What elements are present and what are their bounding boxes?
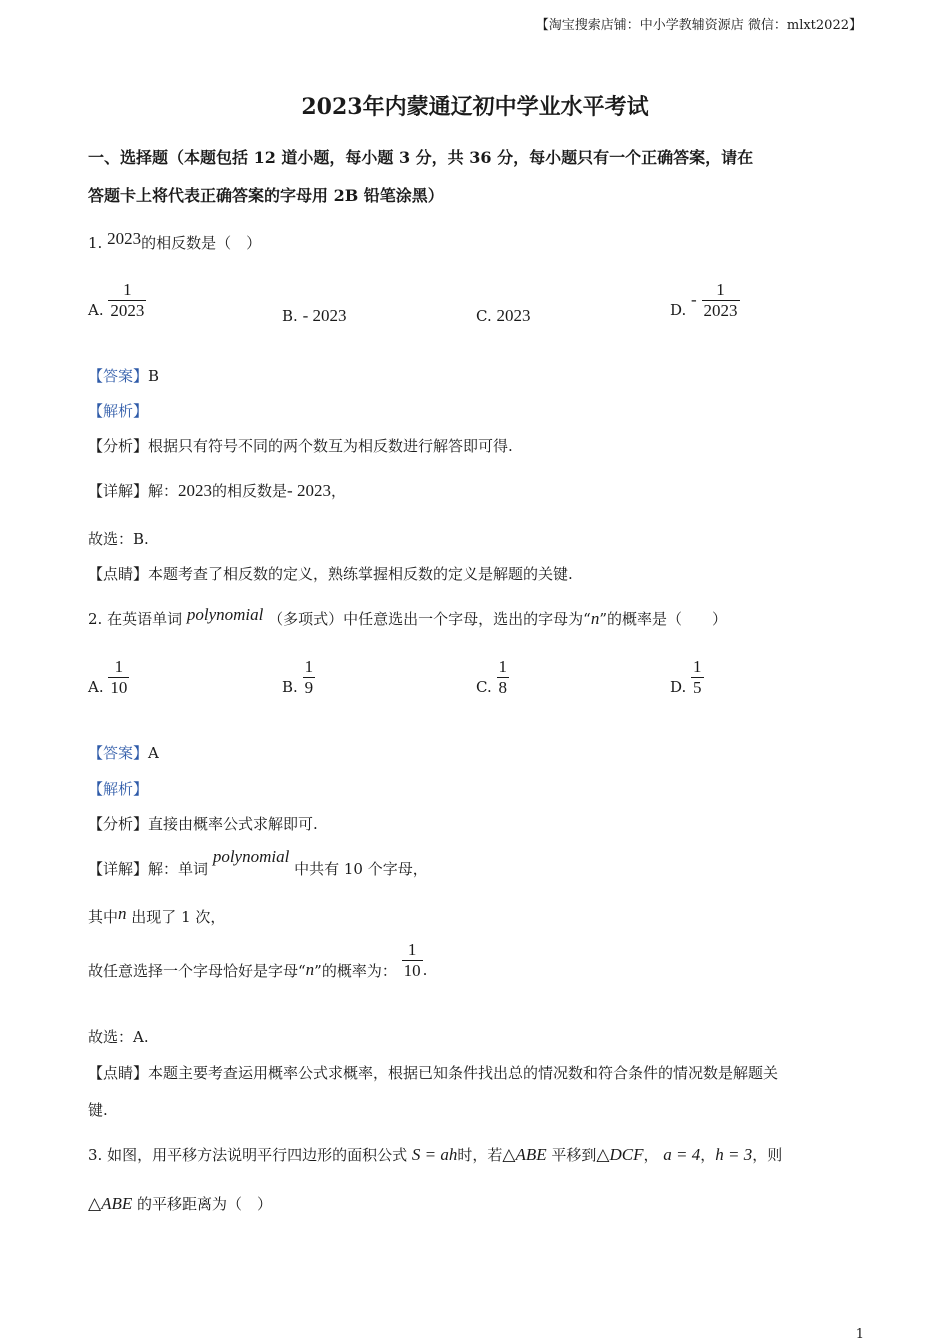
dianjing-line1: 【点睛】本题主要考查运用概率公式求概率，根据已知条件找出总的情况数和符合条件的情况数是解题关 — [88, 1064, 779, 1082]
math-word: polynomial — [186, 605, 264, 624]
option-a: A. $\frac{1}{10}$ — [88, 657, 128, 697]
page-title: 2023年内蒙通辽初中学业水平考试 — [301, 94, 649, 120]
analysis-xiangjie: 【详解】解：2023的相反数是- 2023， — [88, 481, 346, 500]
analysis-tag: 【解析】 — [88, 780, 149, 798]
analysis-xiangjie: 【详解】解：单词 polynomial 中共有 10 个字母， — [88, 847, 428, 878]
option-a: A. $\frac{1}{2023}$ — [88, 280, 145, 320]
analysis-line3: 故任意选择一个字母恰好是字母“n”的概率为： $\frac{1}{10}$ . — [88, 940, 428, 980]
answer-line: 【答案】B — [88, 367, 160, 385]
analysis-fenxi: 【分析】根据只有符号不同的两个数互为相反数进行解答即可得. — [88, 437, 513, 455]
page-number: 1 — [855, 1327, 864, 1342]
question-2-stem: 2. 在英语单词 polynomial （多项式）中任意选出一个字母，选出的字母为“n”的概率是（ ） — [88, 605, 728, 628]
question-number: 1. — [88, 234, 103, 252]
option-d: D. $\frac{1}{5}$ — [670, 657, 702, 697]
option-c: C. $\frac{1}{8}$ — [476, 657, 507, 697]
analysis-tag: 【解析】 — [88, 402, 149, 420]
choose-line: 故选：A. — [88, 1028, 149, 1046]
stem-text: 的相反数是（ ） — [141, 234, 262, 252]
header-note: 【淘宝搜索店铺：中小学教辅资源店 微信：mlxt2022】 — [535, 18, 862, 33]
analysis-fenxi: 【分析】直接由概率公式求解即可. — [88, 815, 318, 833]
option-b: B. $\frac{1}{9}$ — [282, 657, 314, 697]
option-c: C. 2023 — [476, 306, 531, 325]
fraction: $\frac{1}{2023}$ — [703, 280, 738, 320]
math-value: 2023 — [107, 229, 142, 248]
dianjing-line: 【点睛】本题考查了相反数的定义，熟练掌握相反数的定义是解题的关键. — [88, 565, 573, 583]
question-3-line2: △ABE 的平移距离为（ ） — [88, 1194, 273, 1213]
fraction: $\frac{1}{2023}$ — [110, 280, 145, 320]
answer-tag: 【答案】 — [88, 367, 149, 385]
section-heading-line2: 答题卡上将代表正确答案的字母用 2B 铅笔涂黑） — [88, 186, 444, 205]
choose-line: 故选：B. — [88, 530, 149, 548]
analysis-line2: 其中n 出现了 1 次， — [88, 904, 226, 926]
answer-line: 【答案】A — [88, 744, 159, 762]
question-3-stem: 3. 如图，用平移方法说明平行四边形的面积公式 S = ah时，若△ABE 平移到△DCF， a = 4，h = 3，则 — [88, 1145, 783, 1164]
section-heading-line1: 一、选择题（本题包括 12 道小题，每小题 3 分，共 36 分，每小题只有一个正确答案，请在 — [88, 148, 754, 167]
option-d: D. - $\frac{1}{2023}$ — [670, 280, 738, 320]
dianjing-line2: 键. — [88, 1101, 108, 1119]
question-1-stem — [88, 229, 262, 253]
option-b: B. - 2023 — [282, 306, 347, 325]
